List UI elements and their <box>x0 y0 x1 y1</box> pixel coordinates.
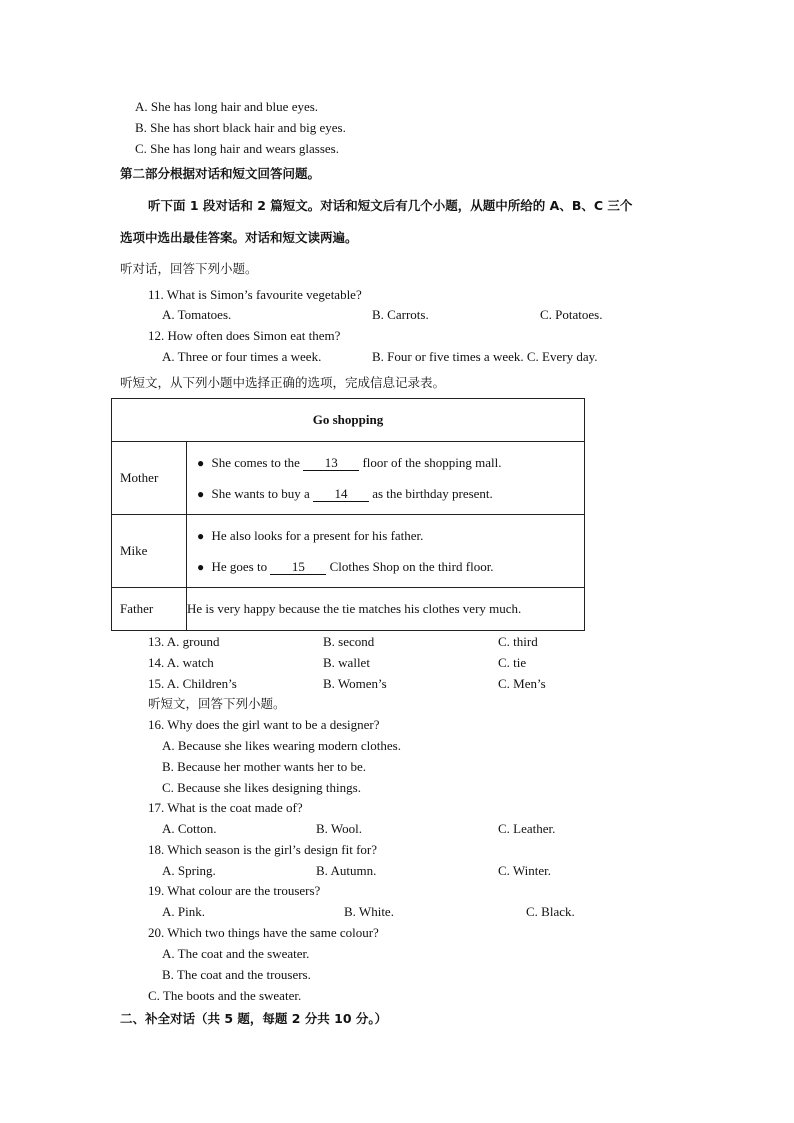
mother-cell <box>187 442 585 515</box>
q13-option-a: 13. A. ground <box>148 634 220 649</box>
blank-14: 14 <box>313 487 369 502</box>
option-c: C. She has long hair and wears glasses. <box>135 141 339 156</box>
mike-line-1: ● He also looks for a present for his father. <box>197 528 424 543</box>
q20-option-c: C. The boots and the sweater. <box>148 988 302 1003</box>
q19-option-c: C. Black. <box>526 904 575 919</box>
question-18: 18. Which season is the girl’s design fit for? <box>148 842 378 857</box>
blank-13: 13 <box>303 456 359 471</box>
q17-option-b: B. Wool. <box>316 821 363 836</box>
question-17: 17. What is the coat made of? <box>148 800 303 815</box>
q13-option-b: B. second <box>323 634 375 649</box>
passage2-heading: 听短文，回答下列小题。 <box>148 696 286 711</box>
q16-option-b: B. Because her mother wants her to be. <box>162 759 366 774</box>
passage1-heading: 听短文，从下列小题中选择正确的选项，完成信息记录表。 <box>120 375 446 390</box>
row-label-mike: Mike <box>112 515 187 588</box>
section2-title: 二、补全对话（共 5 题，每题 2 分共 10 分。） <box>120 1011 388 1026</box>
q15-option-b: B. Women’s <box>323 676 387 691</box>
bullet-icon: ● <box>197 456 205 470</box>
q19-option-b: B. White. <box>344 904 394 919</box>
q16-option-a: A. Because she likes wearing modern clothes. <box>162 738 401 753</box>
q11-option-b: B. Carrots. <box>372 307 429 322</box>
q17-option-a: A. Cotton. <box>162 821 217 836</box>
row-label-mother: Mother <box>112 442 187 515</box>
option-b: B. She has short black hair and big eyes. <box>135 120 346 135</box>
q18-option-c: C. Winter. <box>498 863 552 878</box>
part2-title: 第二部分根据对话和短文回答问题。 <box>120 166 321 181</box>
q19-option-a: A. Pink. <box>162 904 205 919</box>
q11-option-c: C. Potatoes. <box>540 307 603 322</box>
q16-option-c: C. Because she likes designing things. <box>162 780 361 795</box>
mother-line-1: ● She comes to the 13 floor of the shopping mall. <box>197 455 502 470</box>
question-20: 20. Which two things have the same colour? <box>148 925 379 940</box>
question-12: 12. How often does Simon eat them? <box>148 328 341 343</box>
q15-option-c: C. Men’s <box>498 676 546 691</box>
part2-instruction-line1: 听下面 1 段对话和 2 篇短文。对话和短文后有几个小题，从题中所给的 A、B、C 三个 <box>148 198 633 213</box>
q18-option-a: A. Spring. <box>162 863 216 878</box>
info-table <box>111 398 585 631</box>
bullet-icon: ● <box>197 560 205 574</box>
mother-line-2: ● She wants to buy a 14 as the birthday present. <box>197 486 493 501</box>
mike-cell <box>187 515 585 588</box>
q14-option-a: 14. A. watch <box>148 655 214 670</box>
blank-15: 15 <box>270 560 326 575</box>
q12-option-a: A. Three or four times a week. <box>162 349 322 364</box>
mike-line-2: ● He goes to 15 Clothes Shop on the third floor. <box>197 559 494 574</box>
q14-option-b: B. wallet <box>323 655 370 670</box>
bullet-icon: ● <box>197 487 205 501</box>
part2-instruction-line2: 选项中选出最佳答案。对话和短文读两遍。 <box>120 230 358 245</box>
row-label-father: Father <box>112 588 187 631</box>
question-16: 16. Why does the girl want to be a designer? <box>148 717 380 732</box>
q13-option-c: C. third <box>498 634 538 649</box>
table-title: Go shopping <box>112 399 585 442</box>
option-a: A. She has long hair and blue eyes. <box>135 99 319 114</box>
dialog-heading: 听对话，回答下列小题。 <box>120 261 258 276</box>
q14-option-c: C. tie <box>498 655 527 670</box>
q18-option-b: B. Autumn. <box>316 863 377 878</box>
q12-option-bc: B. Four or five times a week. C. Every day. <box>372 349 598 364</box>
q17-option-c: C. Leather. <box>498 821 556 836</box>
q11-option-a: A. Tomatoes. <box>162 307 232 322</box>
question-11: 11. What is Simon’s favourite vegetable? <box>148 287 362 302</box>
q20-option-a: A. The coat and the sweater. <box>162 946 310 961</box>
q15-option-a: 15. A. Children’s <box>148 676 237 691</box>
father-line: He is very happy because the tie matches his clothes very much. <box>187 588 585 631</box>
question-19: 19. What colour are the trousers? <box>148 883 321 898</box>
q20-option-b: B. The coat and the trousers. <box>162 967 311 982</box>
bullet-icon: ● <box>197 529 205 543</box>
